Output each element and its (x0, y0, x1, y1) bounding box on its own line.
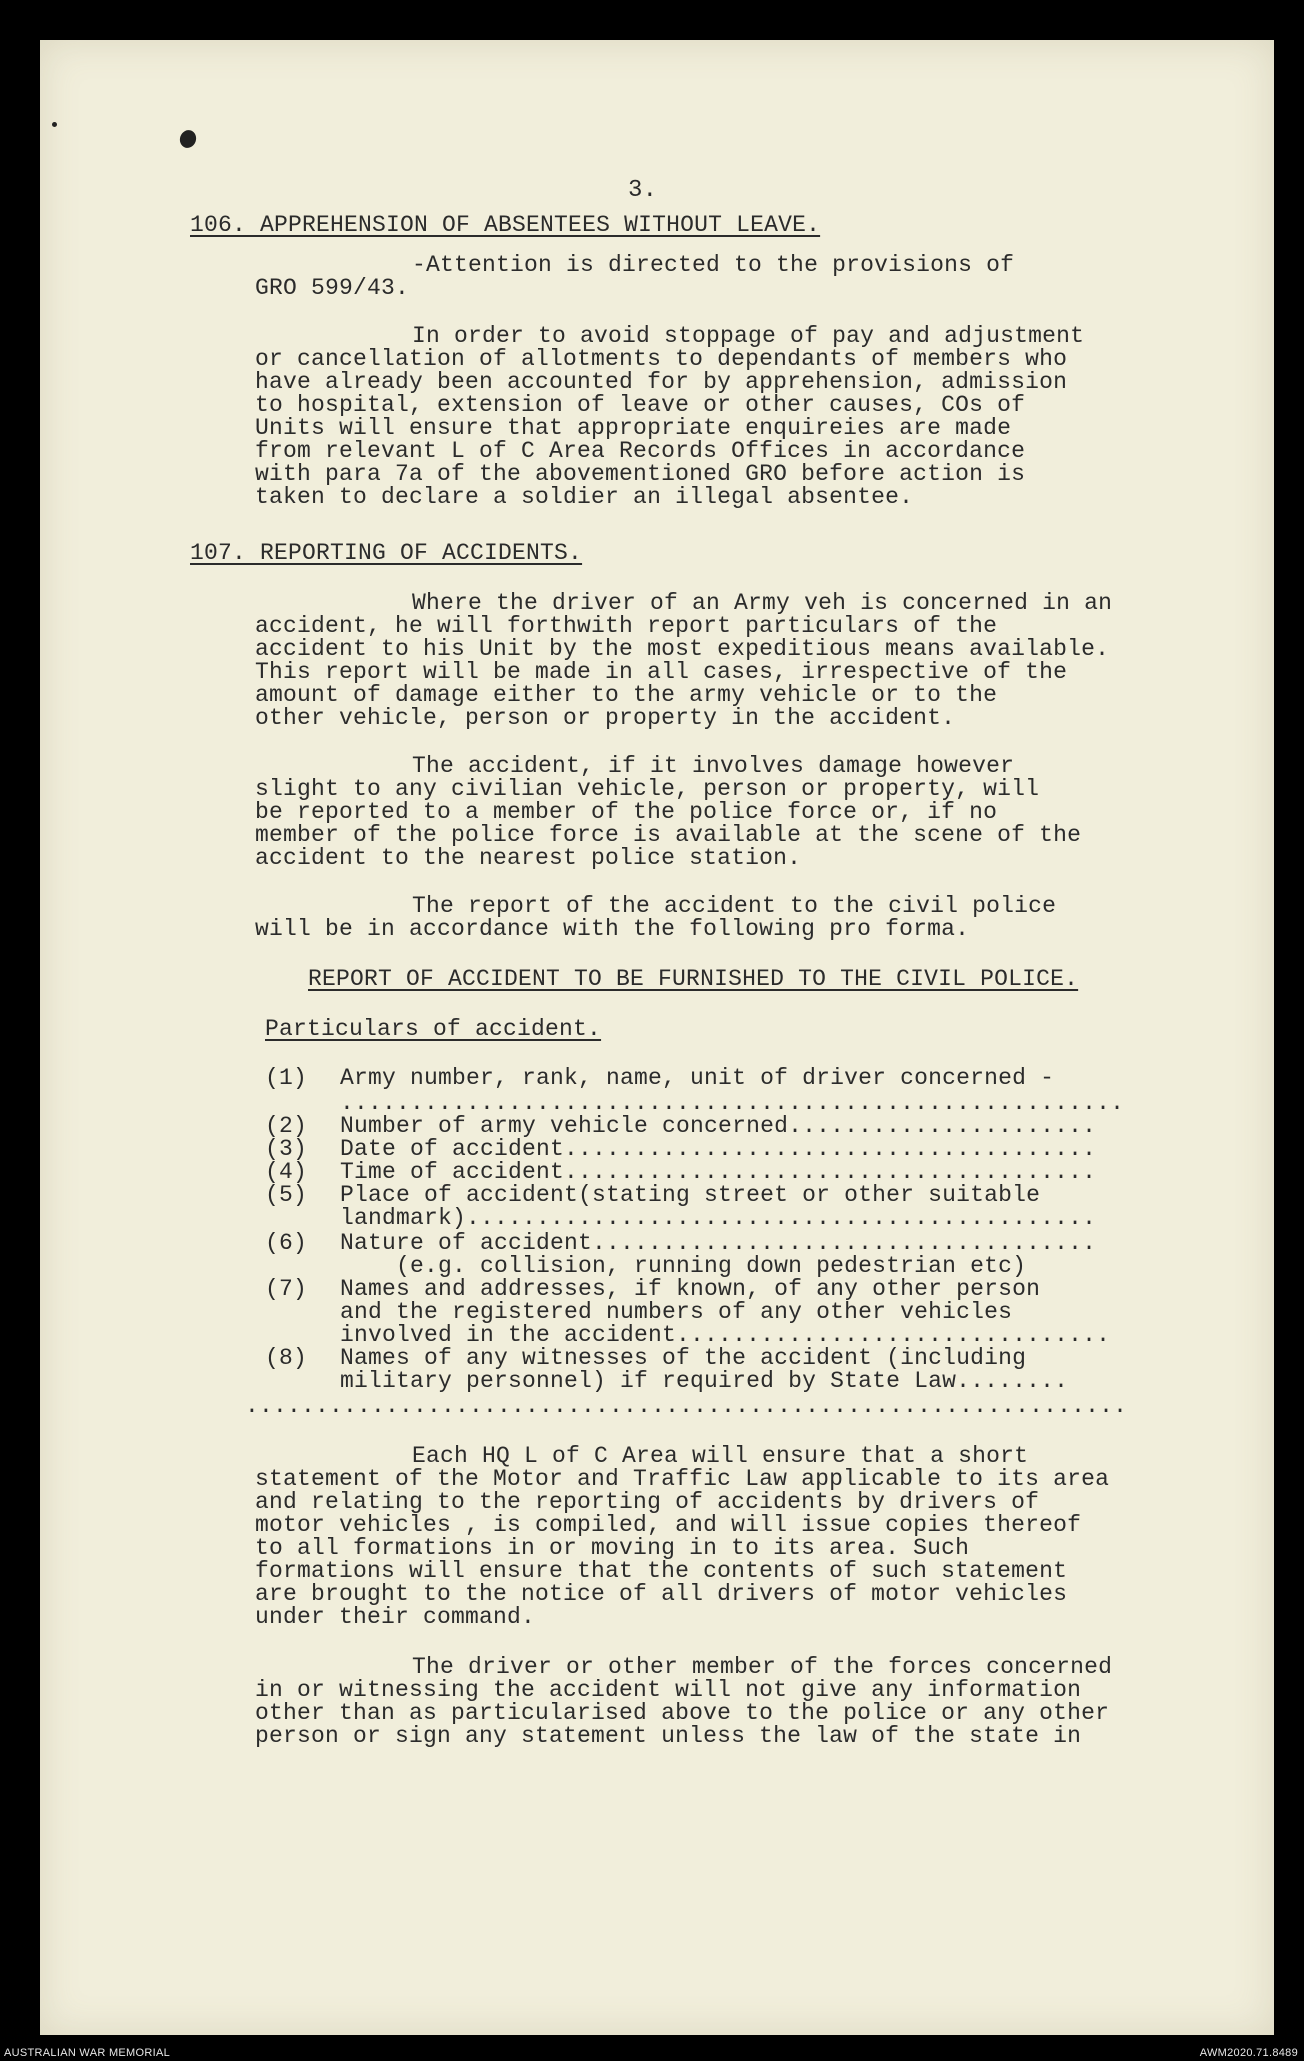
closing-p1-l6: formations will ensure that the contents of such statement (255, 1558, 1068, 1584)
s107-p3-l1: The report of the accident to the civil police (412, 893, 1057, 919)
s106-p2-l1: In order to avoid stoppage of pay and adjustment (412, 323, 1085, 349)
particulars-heading: Particulars of accident. (265, 1016, 602, 1042)
s107-p1-l4: This report will be made in all cases, irrespective of the (255, 659, 1068, 685)
item-7-text-3: involved in the accident............................... (340, 1322, 1111, 1348)
closing-p1-l4: motor vehicles , is compiled, and will issue copies thereof (255, 1512, 1082, 1538)
s107-p1-l1: Where the driver of an Army veh is concerned in an (412, 590, 1113, 616)
s107-p2-l1: The accident, if it involves damage however (412, 753, 1015, 779)
s107-p1-l2: accident, he will forthwith report particulars of the (255, 613, 998, 639)
s107-p1-l3: accident to his Unit by the most expeditious means available. (255, 636, 1110, 662)
closing-p1-l7: are brought to the notice of all drivers of motor vehicles (255, 1581, 1068, 1607)
item-5-text-2: landmark)............................................. (340, 1205, 1097, 1231)
s107-p2-l2: slight to any civilian vehicle, person or property, will (255, 776, 1040, 802)
item-1-text: Army number, rank, name, unit of driver concerned - (340, 1065, 1055, 1091)
footer-left: AUSTRALIAN WAR MEMORIAL (4, 2047, 171, 2059)
closing-p2-l1: The driver or other member of the forces concerned (412, 1654, 1113, 1680)
item-8-number: (8) (265, 1345, 308, 1371)
item-5-text: Place of accident(stating street or other suitable (340, 1182, 1041, 1208)
form-title: REPORT OF ACCIDENT TO BE FURNISHED TO THE CIVIL POLICE. (308, 966, 1079, 992)
closing-p2-l3: other than as particularised above to the police or any other (255, 1700, 1110, 1726)
s107-p2-l5: accident to the nearest police station. (255, 845, 802, 871)
item-8-text: Names of any witnesses of the accident (including (340, 1345, 1027, 1371)
item-4-number: (4) (265, 1159, 308, 1185)
item-1-number: (1) (265, 1065, 308, 1091)
dotted-rule: ............................................................... (245, 1393, 1128, 1419)
ink-mark (177, 128, 198, 150)
item-4-text: Time of accident...................................... (340, 1159, 1097, 1185)
section-107-heading: 107. REPORTING OF ACCIDENTS. (190, 540, 583, 566)
page-number: 3. (628, 177, 658, 204)
item-7-text-2: and the registered numbers of any other vehicles (340, 1299, 1013, 1325)
s107-p2-l3: be reported to a member of the police force or, if no (255, 799, 998, 825)
document-page (40, 40, 1274, 2035)
item-3-number: (3) (265, 1136, 308, 1162)
section-106-heading: 106. APPREHENSION OF ABSENTEES WITHOUT LEAVE. (190, 212, 821, 238)
item-6-number: (6) (265, 1230, 308, 1256)
item-2-text: Number of army vehicle concerned...................... (340, 1113, 1097, 1139)
item-6-text: Nature of accident.................................... (340, 1230, 1097, 1256)
closing-p1-l1: Each HQ L of C Area will ensure that a short (412, 1443, 1029, 1469)
item-8-text-2: military personnel) if required by State Law........ (340, 1368, 1069, 1394)
item-7-number: (7) (265, 1276, 308, 1302)
s106-p2-l7: with para 7a of the abovementioned GRO before action is (255, 461, 1026, 487)
s106-p2-l8: taken to declare a soldier an illegal absentee. (255, 484, 914, 510)
item-6-text-2: (e.g. collision, running down pedestrian etc) (340, 1253, 1027, 1279)
s106-p2-l3: have already been accounted for by apprehension, admission (255, 369, 1068, 395)
item-3-text: Date of accident...................................... (340, 1136, 1097, 1162)
item-1-dots: ........................................................ (340, 1090, 1125, 1116)
item-5-number: (5) (265, 1182, 308, 1208)
item-2-number: (2) (265, 1113, 308, 1139)
s107-p1-l5: amount of damage either to the army vehicle or to the (255, 682, 998, 708)
s107-p1-l6: other vehicle, person or property in the accident. (255, 705, 956, 731)
closing-p1-l2: statement of the Motor and Traffic Law applicable to its area (255, 1466, 1110, 1492)
footer-right: AWM2020.71.8489 (1199, 2047, 1298, 2059)
s106-p1-l1: -Attention is directed to the provisions of (412, 252, 1015, 278)
s106-p2-l6: from relevant L of C Area Records Offices in accordance (255, 438, 1026, 464)
s106-p1-l2: GRO 599/43. (255, 275, 410, 301)
s107-p3-l2: will be in accordance with the following pro forma. (255, 916, 970, 942)
closing-p1-l8: under their command. (255, 1604, 536, 1630)
ink-dot (52, 122, 57, 127)
closing-p2-l4: person or sign any statement unless the law of the state in (255, 1723, 1082, 1749)
closing-p2-l2: in or witnessing the accident will not give any information (255, 1677, 1082, 1703)
closing-p1-l3: and relating to the reporting of accidents by drivers of (255, 1489, 1040, 1515)
item-7-text: Names and addresses, if known, of any other person (340, 1276, 1041, 1302)
s106-p2-l2: or cancellation of allotments to dependants of members who (255, 346, 1068, 372)
closing-p1-l5: to all formations in or moving in to its area. Such (255, 1535, 970, 1561)
s107-p2-l4: member of the police force is available at the scene of the (255, 822, 1082, 848)
s106-p2-l4: to hospital, extension of leave or other causes, COs of (255, 392, 1026, 418)
s106-p2-l5: Units will ensure that appropriate enquireies are made (255, 415, 1012, 441)
